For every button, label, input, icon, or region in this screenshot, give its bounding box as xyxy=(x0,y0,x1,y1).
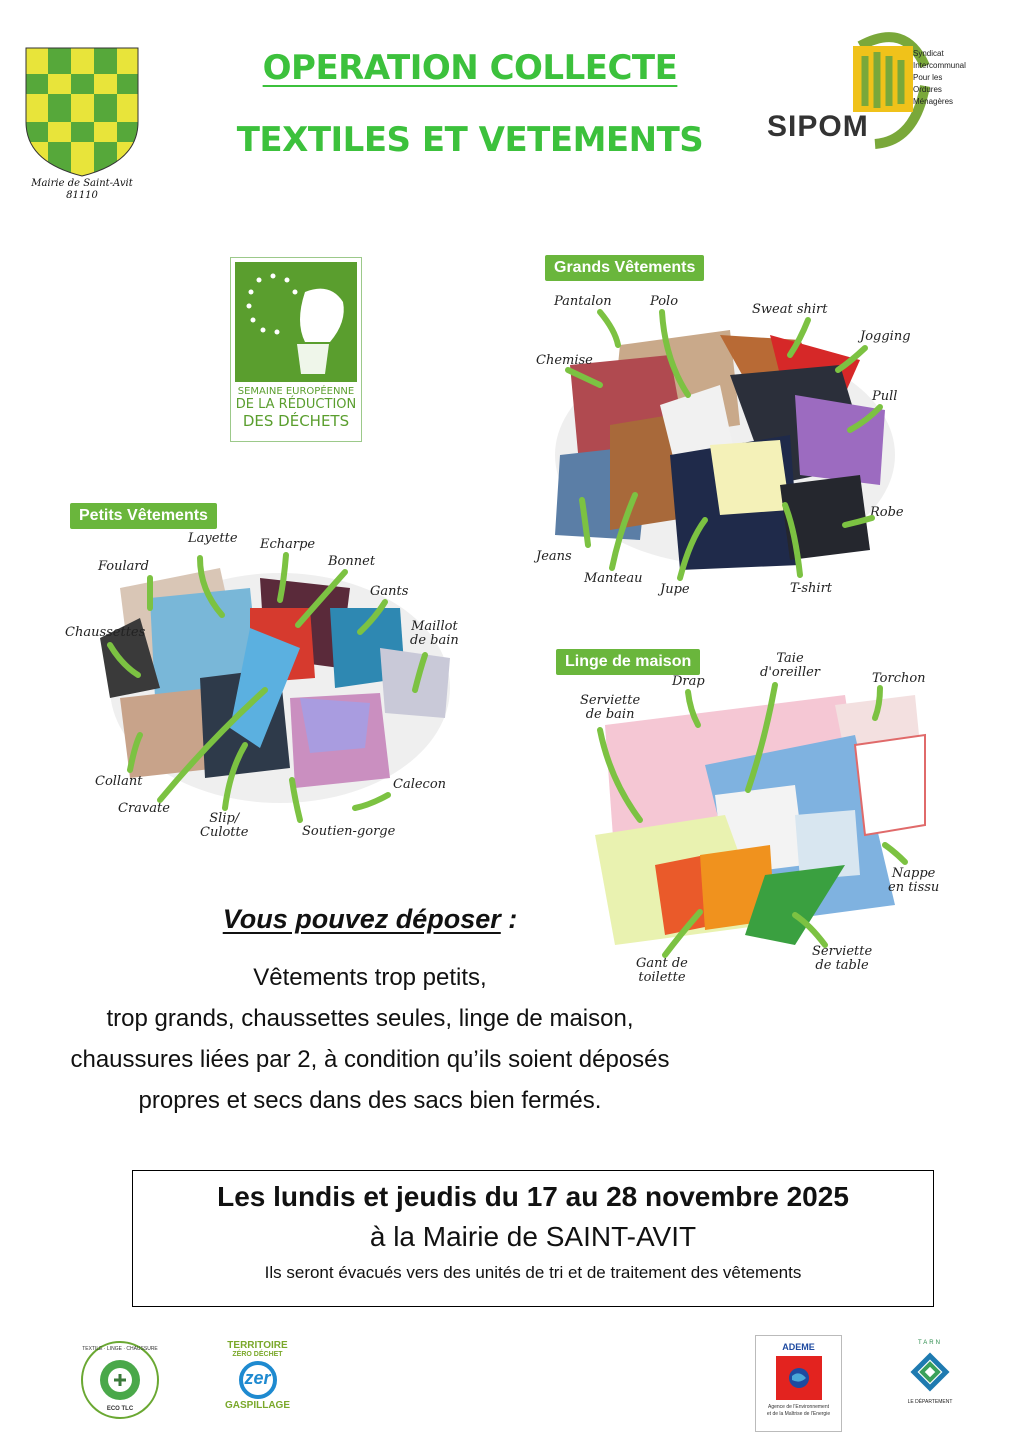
label-jogging: Jogging xyxy=(860,329,911,344)
sipom-word-5: Ménagères xyxy=(913,97,954,106)
label-torchon: Torchon xyxy=(872,671,926,686)
location-line: à la Mairie de SAINT-AVIT xyxy=(369,1221,697,1252)
tag-grands-vetements: Grands Vêtements xyxy=(545,255,704,281)
deposit-line-4: propres et secs dans des sacs bien fermés. xyxy=(138,1087,602,1114)
tzd-line1: TERRITOIRE xyxy=(227,1340,288,1351)
serd-line2: DE LA RÉDUCTION xyxy=(235,397,357,412)
deposit-line-1: Vêtements trop petits, xyxy=(253,964,487,991)
globe-icon xyxy=(776,1356,822,1400)
deposit-title-colon: : xyxy=(500,904,518,934)
deposit-paragraph xyxy=(0,957,740,1121)
label-gant-de: Gant de xyxy=(636,956,688,971)
label-nappe: Nappe xyxy=(891,866,936,881)
label-cravate: Cravate xyxy=(118,801,170,816)
sipom-name: SIPOM xyxy=(767,110,869,143)
serd-line1: SEMAINE EUROPÉENNE xyxy=(237,386,355,397)
arrow-serviette-table xyxy=(795,915,825,945)
dates-line: Les lundis et jeudis du 17 au 28 novembre 2025 xyxy=(217,1181,849,1212)
label-en-tissu: en tissu xyxy=(888,880,940,895)
serd-line3: DES DÉCHETS xyxy=(242,412,350,430)
tag-linge-de-maison: Linge de maison xyxy=(556,649,700,675)
label-t-shirt: T-shirt xyxy=(790,581,833,596)
label-serviette-bain-1: Serviette xyxy=(580,693,641,708)
label-taie: Taie xyxy=(776,651,804,666)
label-bonnet: Bonnet xyxy=(328,554,376,569)
ademe-sub1: Agence de l'Environnement xyxy=(768,1404,829,1410)
tag-petits-vetements: Petits Vêtements xyxy=(70,503,217,529)
label-echarpe: Echarpe xyxy=(260,537,316,552)
tarn-top: TARN xyxy=(918,1340,942,1346)
label-manteau: Manteau xyxy=(584,571,643,586)
label-de-bain: de bain xyxy=(410,633,459,648)
label-sweat-shirt: Sweat shirt xyxy=(752,302,828,317)
label-polo: Polo xyxy=(650,294,679,309)
tzd-zer: zer xyxy=(244,1368,271,1388)
title-textiles-vetements: TEXTILES ET VETEMENTS xyxy=(236,120,704,160)
sipom-word-4: Ordures xyxy=(913,85,942,94)
sipom-word-2: Intercommunal xyxy=(913,61,966,70)
label-layette: Layette xyxy=(188,531,238,546)
sipom-word-1: Syndicat xyxy=(913,49,944,58)
title-operation-collecte: OPERATION COLLECTE xyxy=(262,48,678,88)
ecotlc-logo xyxy=(80,1340,160,1420)
label-toilette: toilette xyxy=(638,970,686,985)
tzd-line2: ZÉRO DÉCHET xyxy=(232,1351,283,1358)
label-chaussettes: Chaussettes xyxy=(65,625,146,640)
label-culotte: Culotte xyxy=(200,825,249,840)
dates-box xyxy=(132,1170,934,1307)
tarn-bottom: LE DÉPARTEMENT xyxy=(907,1399,953,1405)
label-calecon: Calecon xyxy=(393,777,447,792)
territoire-zero-dechet-logo xyxy=(225,1340,290,1430)
deposit-line-3: chaussures liées par 2, à condition qu’ils soient déposés xyxy=(70,1046,670,1073)
ademe-sub2: et de la Maîtrise de l'Energie xyxy=(766,1411,831,1417)
label-pull: Pull xyxy=(872,389,898,404)
label-foulard: Foulard xyxy=(98,559,149,574)
label-maillot: Maillot xyxy=(411,619,458,634)
deposit-title xyxy=(0,904,740,935)
label-doreiller: d'oreiller xyxy=(760,665,821,680)
tzd-line3: GASPILLAGE xyxy=(225,1400,291,1411)
processing-note: Ils seront évacués vers des unités de tri et de traitement des vêtements xyxy=(264,1263,802,1282)
ademe-logo xyxy=(755,1335,842,1432)
label-serviette-bain-2: de bain xyxy=(585,707,635,722)
ademe-name: ADEME xyxy=(782,1342,815,1352)
mairie-postcode: 81110 xyxy=(66,190,98,201)
mairie-name: Mairie de Saint-Avit xyxy=(31,178,133,189)
label-jupe: Jupe xyxy=(660,582,690,597)
label-pantalon: Pantalon xyxy=(554,294,612,309)
label-collant: Collant xyxy=(95,774,143,789)
label-soutien-gorge: Soutien-gorge xyxy=(302,824,396,839)
tarn-logo xyxy=(905,1340,955,1420)
tarn-emblem-icon xyxy=(908,1350,952,1394)
deposit-line-2: trop grands, chaussettes seules, linge de maison, xyxy=(106,1005,634,1032)
ecotlc-bottom-text: ECO TLC xyxy=(106,1406,134,1412)
label-chemise: Chemise xyxy=(536,353,593,368)
label-gants: Gants xyxy=(370,584,409,599)
label-serviette-table-1: Serviette xyxy=(812,944,873,959)
label-serviette-table-2: de table xyxy=(815,958,869,973)
ecotlc-ring-text: TEXTILE · LINGE · CHAUSSURE xyxy=(82,1346,158,1352)
label-slip: Slip/ xyxy=(209,811,240,826)
label-jeans: Jeans xyxy=(536,549,572,564)
sipom-word-3: Pour les xyxy=(913,73,943,82)
label-drap: Drap xyxy=(672,674,705,689)
deposit-title-underlined: Vous pouvez déposer xyxy=(222,904,501,934)
label-robe: Robe xyxy=(870,505,904,520)
